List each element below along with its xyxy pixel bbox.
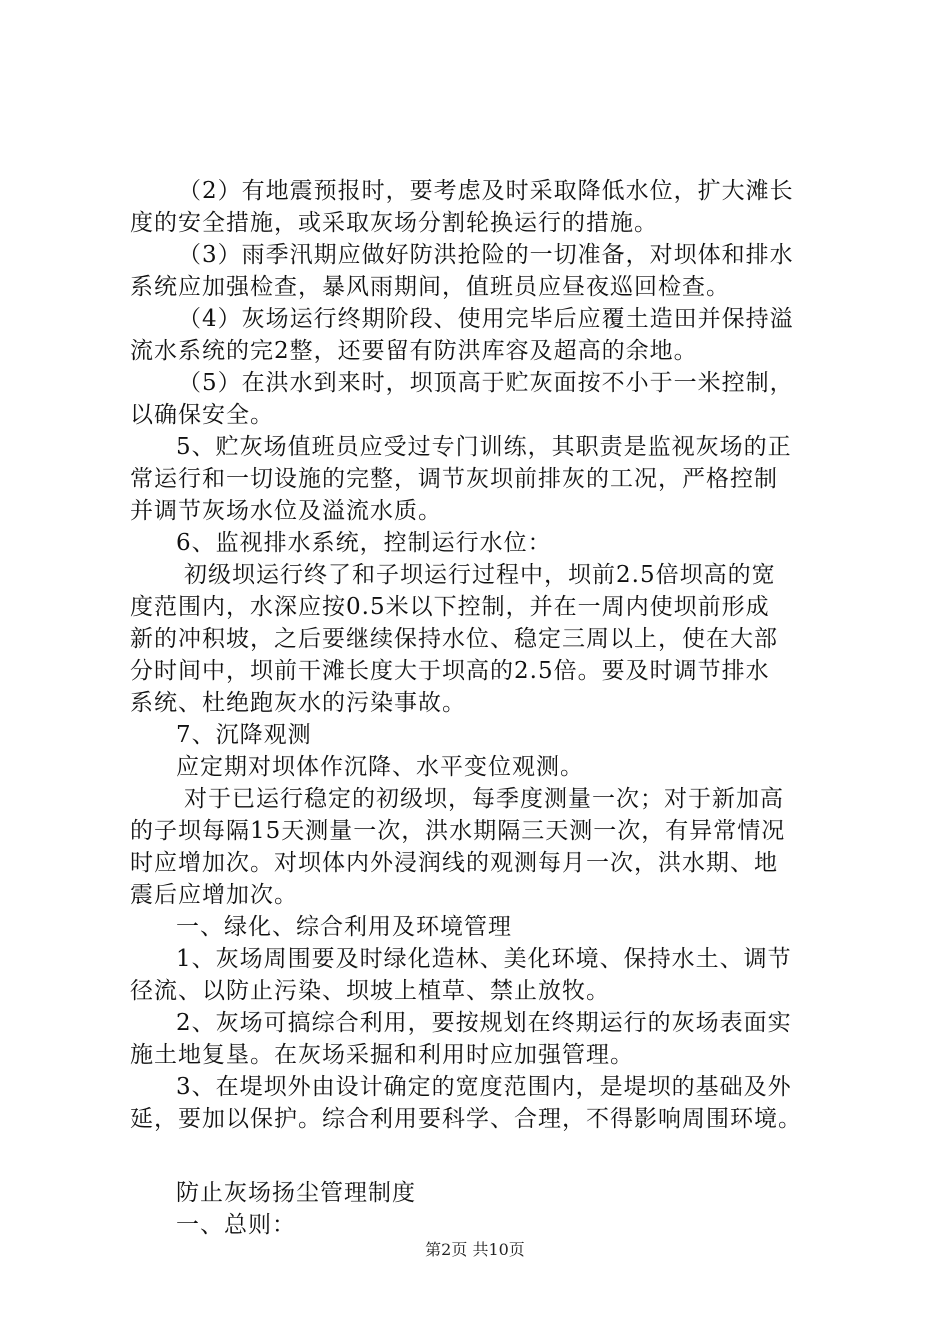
text-line: 震后应增加次。	[130, 882, 298, 908]
text-line: 3、在堤坝外由设计确定的宽度范围内，是堤坝的基础及外	[176, 1074, 792, 1100]
paragraph-gap	[130, 1135, 830, 1177]
text-line: （2）有地震预报时，要考虑及时采取降低水位，扩大滩长	[178, 178, 794, 204]
text-line: 7、沉降观测	[176, 722, 312, 748]
text-line: 流水系统的完2整，还要留有防洪库容及超高的余地。	[130, 338, 698, 364]
text-line: 常运行和一切设施的完整，调节灰坝前排灰的工况，严格控制	[130, 466, 778, 492]
text-line: 2、灰场可搞综合利用，要按规划在终期运行的灰场表面实	[176, 1010, 792, 1036]
text-line: 应定期对坝体作沉降、水平变位观测。	[176, 754, 584, 780]
text-line: 施土地复垦。在灰场采掘和利用时应加强管理。	[130, 1042, 634, 1068]
text-line: 系统、杜绝跑灰水的污染事故。	[130, 690, 466, 716]
text-line: 系统应加强检查，暴风雨期间，值班员应昼夜巡回检查。	[130, 274, 730, 300]
text-line: 度的安全措施，或采取灰场分割轮换运行的措施。	[130, 210, 658, 236]
text-line: 径流、以防止污染、坝坡上植草、禁止放牧。	[130, 978, 610, 1004]
text-line: 6、监视排水系统，控制运行水位：	[176, 530, 552, 556]
text-line: （3）雨季汛期应做好防洪抢险的一切准备，对坝体和排水	[178, 242, 794, 268]
text-line: 时应增加次。对坝体内外浸润线的观测每月一次，洪水期、地	[130, 850, 778, 876]
text-line: 对于已运行稳定的初级坝，每季度测量一次；对于新加高	[184, 786, 784, 812]
text-line: （4）灰场运行终期阶段、使用完毕后应覆土造田并保持溢	[178, 306, 794, 332]
page-footer: 第2页 共10页	[425, 1240, 525, 1259]
text-line: 初级坝运行终了和子坝运行过程中，坝前2.5倍坝高的宽	[184, 562, 776, 588]
text-line: 延，要加以保护。综合利用要科学、合理，不得影响周围环境。	[130, 1106, 802, 1132]
text-line: 5、贮灰场值班员应受过专门训练，其职责是监视灰场的正	[176, 434, 792, 460]
text-line: 一、绿化、综合利用及环境管理	[176, 914, 512, 940]
text-line: （5）在洪水到来时，坝顶高于贮灰面按不小于一米控制，	[178, 370, 794, 396]
text-line: 度范围内，水深应按0.5米以下控制，并在一周内使坝前形成	[130, 594, 770, 620]
text-line: 的子坝每隔15天测量一次，洪水期隔三天测一次，有异常情况	[130, 818, 786, 844]
text-line: 新的冲积坡，之后要继续保持水位、稳定三周以上，使在大部	[130, 626, 778, 652]
text-line: 以确保安全。	[130, 402, 274, 428]
section-title: 防止灰场扬尘管理制度	[176, 1180, 416, 1206]
document-body	[130, 175, 830, 1241]
section-heading: 一、总则：	[176, 1212, 296, 1238]
text-line: 分时间中，坝前干滩长度大于坝高的2.5倍。要及时调节排水	[130, 658, 770, 684]
text-line: 并调节灰场水位及溢流水质。	[130, 498, 442, 524]
text-line: 1、灰场周围要及时绿化造林、美化环境、保持水土、调节	[176, 946, 792, 972]
